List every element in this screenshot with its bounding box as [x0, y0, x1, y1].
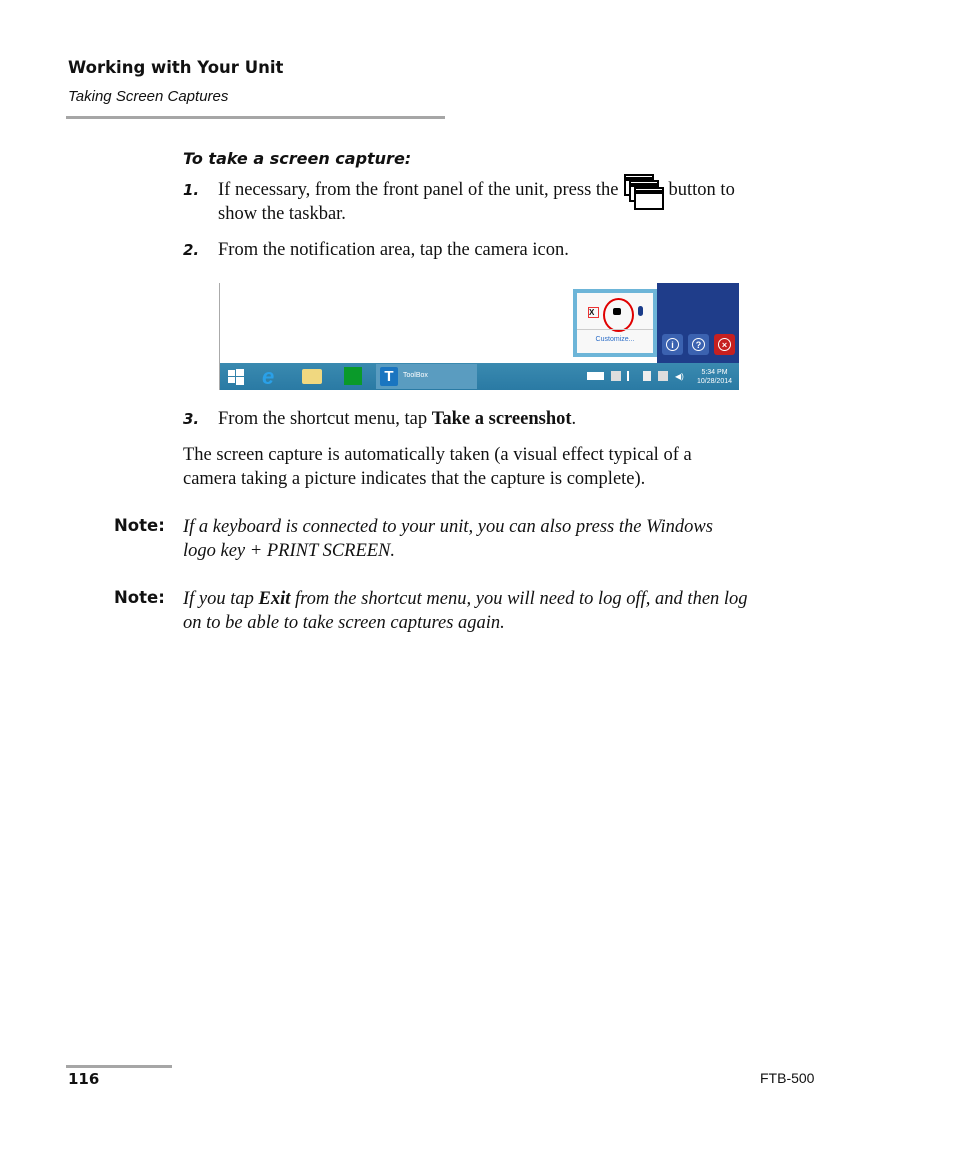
windows-stack-icon — [623, 173, 665, 211]
file-explorer-icon — [302, 369, 322, 384]
note-text-part: If you tap — [183, 589, 259, 609]
time: 5:34 PM — [701, 369, 728, 376]
chapter-title: Working with Your Unit — [68, 58, 284, 77]
step-3-text — [218, 407, 576, 431]
volume-icon: ◀) — [675, 372, 684, 381]
note-text — [183, 587, 748, 611]
help-button: ? — [688, 334, 709, 355]
note-label: Note: — [114, 516, 165, 535]
step-number: 3. — [183, 410, 200, 428]
windows-start-icon — [228, 369, 244, 390]
note-text: If a keyboard is connected to your unit, you can also press the Windows — [183, 517, 713, 537]
procedure-title: To take a screen capture: — [183, 149, 412, 168]
taskbar-screenshot — [219, 283, 739, 390]
section-subtitle: Taking Screen Captures — [68, 88, 229, 105]
step-1-text-line2: show the taskbar. — [218, 204, 346, 224]
note-text-part: from the shortcut menu, you will need to log off, and then log — [290, 589, 748, 609]
step-2-text: From the notification area, tap the camera icon. — [218, 240, 569, 260]
step-text: If necessary, from the front panel of the unit, press the — [218, 180, 619, 200]
step-text: From the shortcut menu, tap — [218, 409, 432, 429]
show-hidden-icons — [611, 371, 621, 381]
step-text: . — [571, 409, 577, 429]
step-number: 1. — [183, 181, 200, 199]
internet-explorer-icon: e — [262, 364, 275, 389]
clock — [692, 368, 737, 389]
note-text: on to be able to take screen captures again. — [183, 613, 505, 633]
footer-rule — [66, 1065, 172, 1068]
close-button: × — [714, 334, 735, 355]
flag-icon — [627, 371, 637, 381]
step-number: 2. — [183, 241, 200, 259]
network-icon — [658, 371, 668, 381]
app-icon: X — [588, 307, 599, 318]
note-bold: Exit — [258, 589, 291, 609]
power-icon — [643, 371, 651, 381]
date: 10/28/2014 — [696, 378, 733, 385]
customize-link: Customize... — [595, 336, 635, 343]
info-button: i — [662, 334, 683, 355]
step-text: button to — [668, 180, 735, 200]
page-number: 116 — [68, 1070, 100, 1088]
highlight-circle — [603, 298, 634, 332]
toolbox-task: T ToolBox — [376, 364, 477, 389]
menu-item-name: Take a screenshot — [431, 409, 572, 429]
notification-overflow-popup — [573, 289, 657, 357]
taskbar — [220, 363, 739, 390]
toolbox-label: ToolBox — [403, 372, 428, 379]
header-rule — [66, 116, 445, 119]
store-icon — [344, 367, 362, 385]
start-panel — [657, 283, 739, 363]
note-label: Note: — [114, 588, 165, 607]
bluetooth-icon — [638, 306, 643, 316]
product-name: FTB-500 — [760, 1070, 815, 1086]
note-text: logo key + PRINT SCREEN. — [183, 541, 396, 561]
paragraph-line: The screen capture is automatically taken (a visual effect typical of a — [183, 445, 692, 465]
keyboard-icon — [587, 372, 604, 380]
paragraph-line: camera taking a picture indicates that the capture is complete). — [183, 469, 646, 489]
